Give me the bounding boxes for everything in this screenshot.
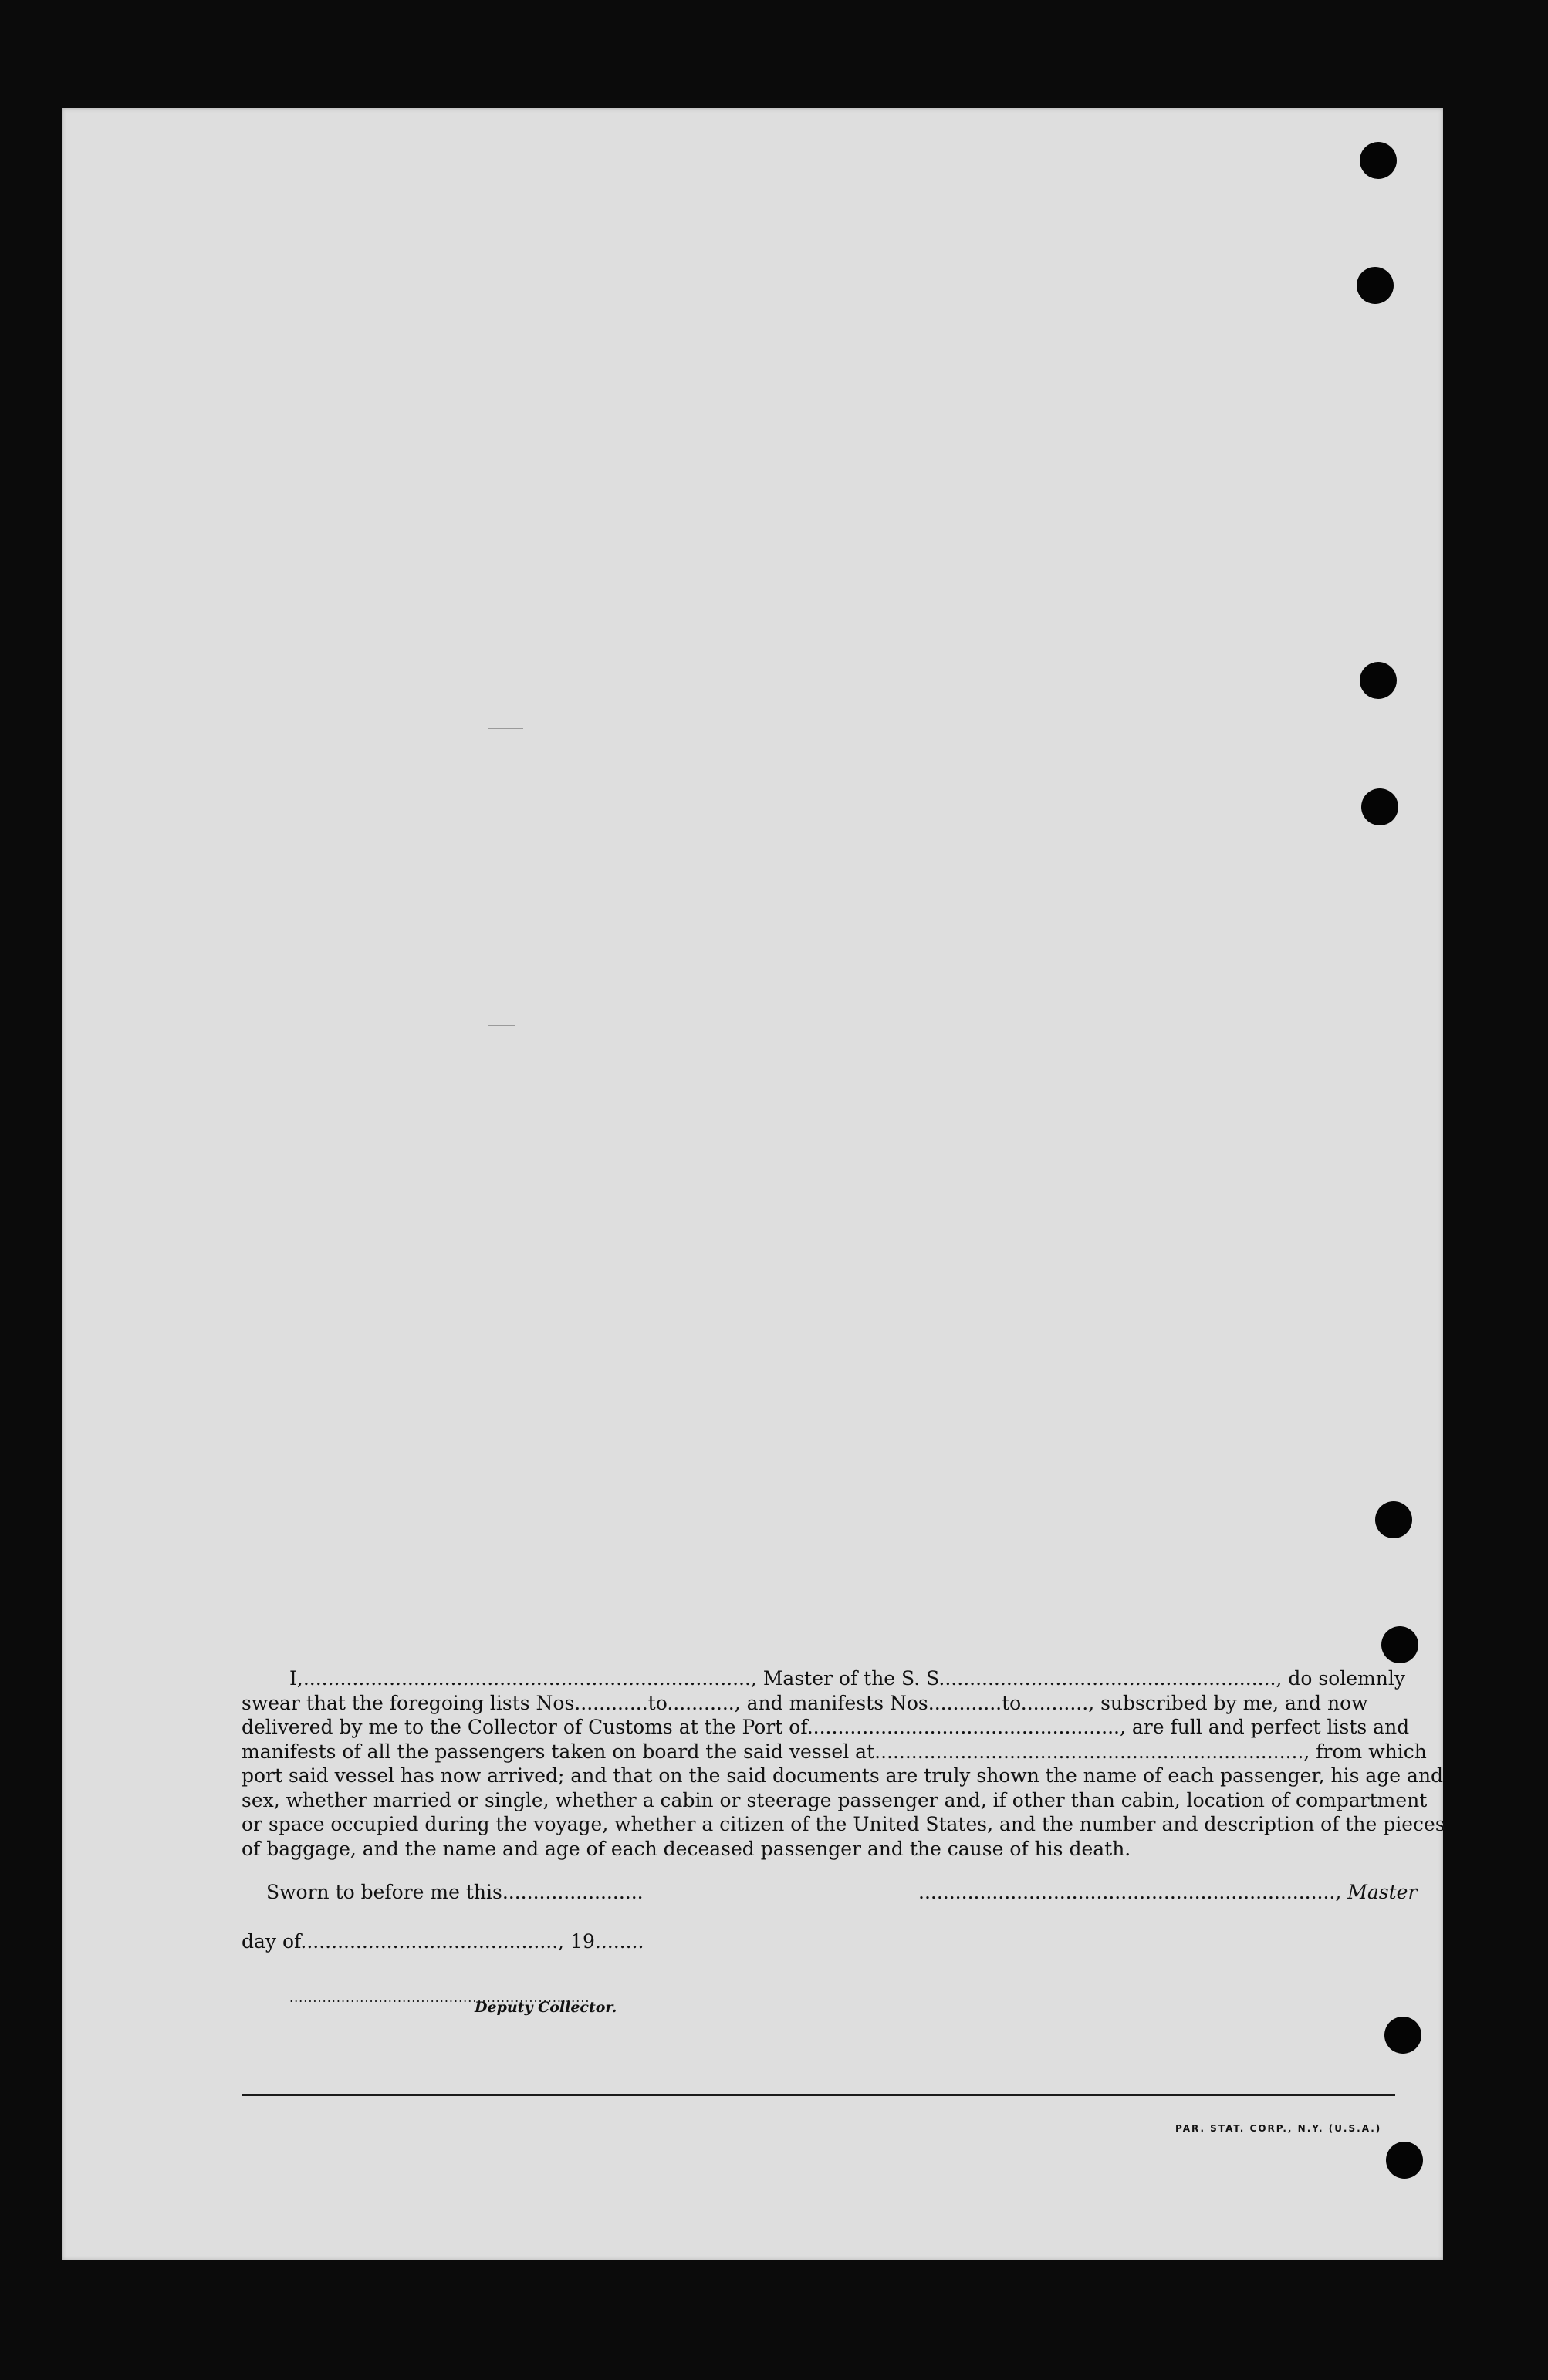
- oath-line: port said vessel has now arrived; and that on the said documents are truly shown the name of each passenger, his age and: [242, 1764, 1444, 1787]
- oath-line: of baggage, and the name and age of each deceased passenger and the cause of his death.: [242, 1837, 1131, 1860]
- deputy-collector-label: Deputy Collector.: [475, 1999, 617, 2016]
- master-signature-dots: ....................................................................,: [918, 1881, 1348, 1903]
- stray-mark: [488, 728, 523, 729]
- deputy-signature-line: ................................................................: [289, 1990, 590, 2005]
- oath-line: or space occupied during the voyage, whether a citizen of the United States, and the number and description of the pieces: [242, 1813, 1445, 1835]
- oath-line: I,........................................................................., Master of the S. S......................................................., do solemnly: [289, 1667, 1405, 1690]
- printer-imprint: PAR. STAT. CORP., N.Y. (U.S.A.): [1175, 2123, 1382, 2134]
- binder-hole: [1361, 788, 1398, 825]
- sworn-statement: Sworn to before me this.......................: [266, 1881, 644, 1903]
- binder-hole: [1375, 1501, 1412, 1538]
- binder-hole: [1381, 1626, 1418, 1663]
- master-label: Master: [1347, 1881, 1418, 1903]
- binder-hole: [1360, 142, 1397, 179]
- binder-hole: [1360, 662, 1397, 699]
- master-oath-paragraph: [242, 1666, 1445, 1861]
- day-of-date-line: day of.........................................., 19........: [242, 1930, 644, 1953]
- binder-hole: [1386, 2142, 1423, 2179]
- binder-hole: [1384, 2017, 1421, 2054]
- form-sheet: [62, 108, 1443, 2260]
- oath-line: sex, whether married or single, whether a cabin or steerage passenger and, if other than cabin, location of compartment: [242, 1788, 1428, 1811]
- binder-hole: [1357, 267, 1394, 304]
- oath-line: swear that the foregoing lists Nos............to..........., and manifests Nos............to..........., subscribed by me, and now: [242, 1691, 1368, 1714]
- oath-line: manifests of all the passengers taken on board the said vessel at......................................................................, from which: [242, 1740, 1427, 1763]
- oath-line: delivered by me to the Collector of Customs at the Port of..................................................., are full and perfect lists and: [242, 1716, 1410, 1738]
- master-signature-line: [918, 1881, 1417, 1903]
- footer-rule: [242, 2094, 1395, 2096]
- stray-mark: [488, 1025, 515, 1026]
